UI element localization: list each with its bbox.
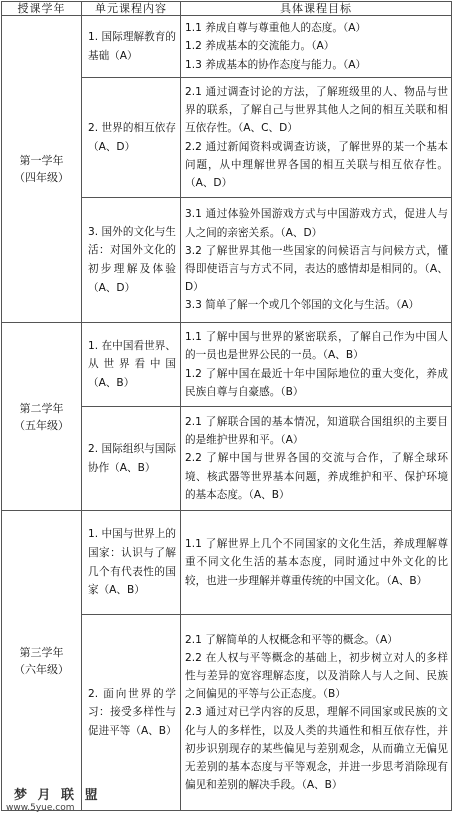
goal-item: 1.1 了解中国与世界的紧密联系，了解自己作为中国人的一员也是世界公民的一员。（A、B） [185, 331, 448, 362]
grade-cell [2, 16, 82, 323]
goal-item: 2.2 在人权与平等概念的基础上，初步树立对人的多样性与差异的宽容理解态度，以及消除人与人之间、民族之间偏见的平等与公正态度。（B） [185, 651, 448, 701]
unit-cell: 3. 国外的文化与生活：对国外文化的初步理解及体验（A、D） [82, 198, 181, 323]
grade-cell [2, 323, 82, 511]
goal-item: 3.3 简单了解一个或几个邻国的文化与生活。（A） [185, 299, 420, 312]
goal-item: 2.1 了解简单的人权概念和平等的概念。（A） [185, 633, 398, 646]
watermark-url: www.5yue.com [6, 803, 75, 813]
grade-label: 第二学年 [19, 401, 64, 415]
grade-sublabel: （四年级） [14, 171, 69, 184]
grade-sublabel: （六年级） [14, 662, 69, 676]
goal-item: 2.2 了解中国与世界各国的交流与合作，了解全球环境、核武器等世界基本问题，养成维护和平、保护环境的基本态度。（A、B） [185, 452, 448, 501]
goals-cell [181, 407, 452, 511]
header-goals: 具体课程目标 [181, 2, 452, 16]
goal-item: 1.1 了解世界上几个不同国家的文化生活，养成理解尊重不同文化生活的基本态度，同时通过中外文化的比较，也进一步理解并尊重传统的中国文化。（A、B） [185, 538, 448, 587]
goal-item: 1.2 养成基本的交流能力。（A） [185, 40, 335, 53]
header-unit: 单元课程内容 [82, 2, 181, 16]
curriculum-table [1, 1, 452, 811]
grade-sublabel: （五年级） [14, 418, 69, 432]
goals-cell [181, 511, 452, 615]
goal-item: 1.2 了解中国在最近十年中国际地位的重大变化，养成民族自尊与自豪感。（B） [185, 367, 448, 398]
unit-cell: 2. 国际组织与国际协作（A、B） [82, 407, 181, 511]
unit-cell: 1. 中国与世界上的国家：认识与了解几个有代表性的国家（A、B） [82, 511, 181, 615]
table-row [2, 16, 452, 78]
goals-cell [181, 198, 452, 323]
goal-item: 1.1 养成自尊与尊重他人的态度。（A） [185, 22, 367, 35]
unit-cell: 1. 在中国看世界、从世界看中国（A、B） [82, 323, 181, 407]
header-year: 授课学年 [2, 2, 82, 16]
goals-cell [181, 16, 452, 78]
table-row [2, 511, 452, 615]
goal-item: 3.2 了解世界其他一些国家的问候语言与问候方式，懂得即使语言与方式不同，表达的感情却是相同的。（A、D） [185, 244, 448, 294]
goals-cell [181, 323, 452, 407]
goal-item: 2.1 通过调查讨论的方法，了解班级里的人、物品与世界的联系，了解自己与世界其他人之间的相互关联和相互依存性。（A、C、D） [185, 85, 448, 135]
goals-cell [181, 78, 452, 198]
unit-cell: 2. 世界的相互依存（A、D） [82, 78, 181, 198]
grade-cell [2, 511, 82, 811]
header-row [2, 2, 452, 16]
goal-item: 2.3 通过对已学内容的反思，理解不同国家或民族的文化与人的多样性，以及人类的共通性和相互依存性，并初步识别现存的某些偏见与差别观念，从而确立无偏见无差别的基本态度与平等观念，并进一步思考消除现有偏见和差别的解决手段。（A、B） [185, 706, 448, 792]
goal-item: 1.3 养成基本的协作态度与能力。（A） [185, 58, 367, 71]
goal-item: 2.2 通过新闻资料或调查访谈，了解世界的某一个基本问题，从中理解世界各国的相互关联与相互依存性。（A、D） [185, 140, 448, 189]
goals-cell [181, 615, 452, 811]
watermark-logo: 梦 月 联 盟 [14, 788, 101, 803]
grade-label: 第三学年 [19, 645, 64, 659]
unit-cell: 1. 国际理解教育的基础（A） [82, 16, 181, 78]
grade-label: 第一学年 [19, 154, 64, 167]
unit-cell: 2. 面向世界的学习：接受多样性与促进平等（A、B） [82, 615, 181, 811]
goal-item: 2.1 了解联合国的基本情况，知道联合国组织的主要目的是维护世界和平。（A） [185, 415, 448, 447]
goal-item: 3.1 通过体验外国游戏方式与中国游戏方式，促进人与人之间的亲密关系。（A、D） [185, 208, 448, 239]
table-row [2, 323, 452, 407]
